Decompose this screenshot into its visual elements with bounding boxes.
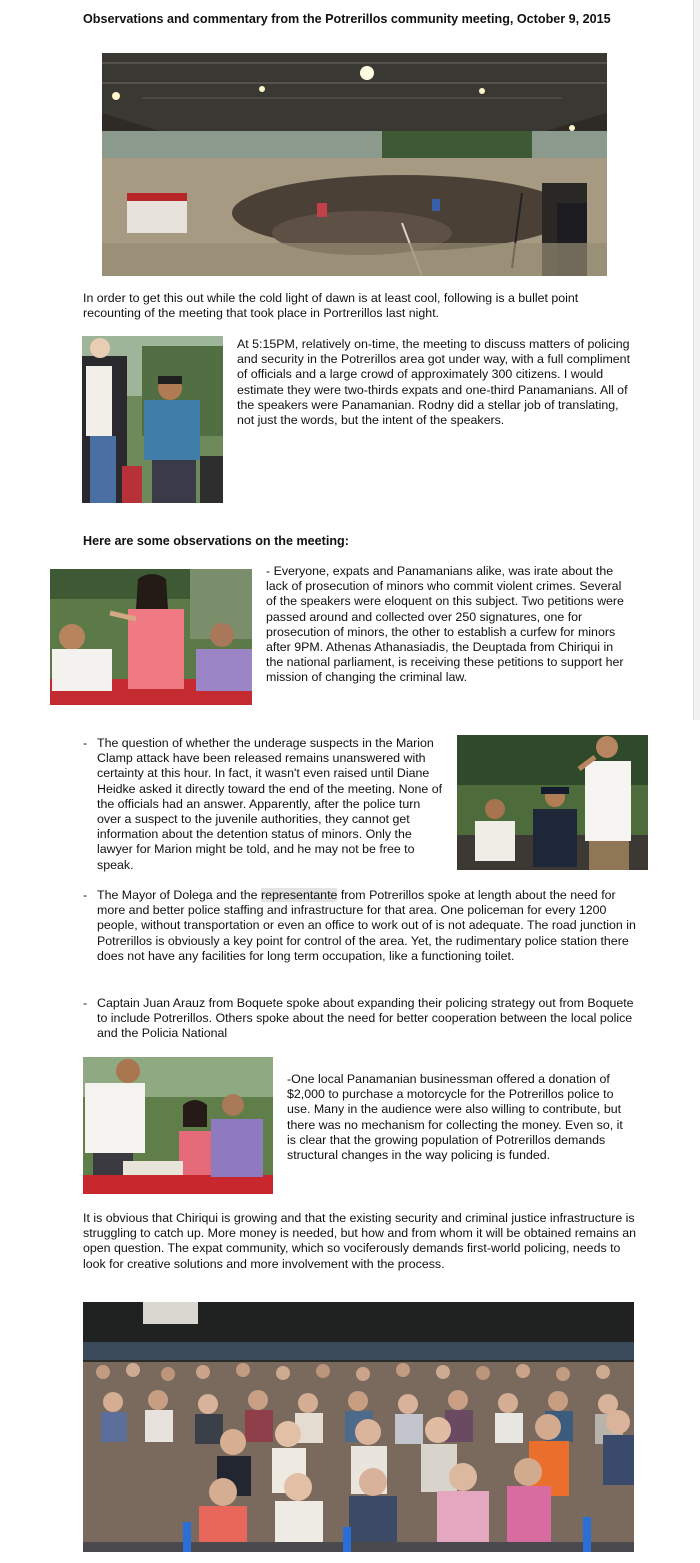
- deputy-photo: [50, 569, 252, 705]
- page-title: Observations and commentary from the Potrerillos community meeting, October 9, 2015: [83, 12, 611, 26]
- highlighted-term: representante: [260, 888, 338, 902]
- scrollbar[interactable]: [693, 0, 700, 720]
- officials-photo: [457, 735, 648, 870]
- panorama-photo: [102, 53, 607, 276]
- conclusion-paragraph: It is obvious that Chiriqui is growing and that the existing security and criminal justice infrastructure is struggling to catch up. More money is needed, but how and from whom it will be obtained remains an open question. The expat community, which so vociferously demands first-world policing, needs to look for creative solutions and more involvement with the process.: [83, 1211, 637, 1271]
- speakers-photo: [82, 336, 223, 503]
- bullet-dash: -: [83, 996, 88, 1010]
- intro-paragraph: In order to get this out while the cold light of dawn is at least cool, following is a bullet point recounting of the meeting that took place in Portrerillos last night.: [83, 291, 579, 321]
- bullet-dash: -: [83, 736, 88, 750]
- bullet-text: [97, 888, 643, 964]
- bullet-text: Captain Juan Arauz from Boquete spoke about expanding their policing strategy out from Boquete to include Potrerillos. Others spoke about the need for better cooperation between the local police and the Policia National: [97, 996, 634, 1041]
- observations-heading: Here are some observations on the meeting:: [83, 534, 349, 548]
- observation-1: - Everyone, expats and Panamanians alike, was irate about the lack of prosecution of minors who commit violent crimes. Several of the speakers were eloquent on this subject. Two petitions were passed around and collected over 250 signatures, one for prosecution of minors, the other to establish a curfew for minors after 9PM. Athenas Athanasiadis, the Deuptada from Chiriqui in the national parliament, is receiving these petitions to support her mission of changing the criminal law.: [266, 564, 624, 685]
- bullet-text: The question of whether the underage suspects in the Marion Clamp attack have been released remains unanswered with certainty at this hour. In fact, it wasn't even raised until Diane Heidke asked it directly toward the end of the meeting. None of the officials had an answer. Apparently, after the police turn over a suspect to the juvenile authorities, they cannot get information about the detention status of minors. Only the lawyer for Marion might be told, and he may not be free to speak.: [97, 736, 443, 872]
- crowd-photo: [83, 1302, 634, 1552]
- donation-paragraph: -One local Panamanian businessman offered a donation of $2,000 to purchase a motorcycle for the Potrerillos police to use. Many in the audience were also willing to contribute, but there was no mechanism for collecting the money. Even so, it is clear that the growing population of Potrerillos demands structural changes in the way policing is funded.: [287, 1072, 623, 1163]
- bullet-text-start: The Mayor of Dolega and the: [97, 888, 261, 902]
- businessman-photo: [83, 1057, 273, 1194]
- bullet-text-end: from Potrerillos spoke at length about the need for more and better police staffing and infrastructure for that area. One policeman for every 1200 people, without transportation or even an office to work out of is not adequate. The road junction in Potrerillos is obviously a key point for control of the area. Yet, the rudimentary police station there does not have any facilities for long term occupation, like a functioning toilet.: [97, 888, 636, 963]
- opening-paragraph: At 5:15PM, relatively on-time, the meeting to discuss matters of policing and security in the Potrerillos area got under way, with a full compliment of officials and a large crowd of approximately 300 citizens. I would estimate they were two-thirds expats and one-third Panamanians. All of the speakers were Panamanian. Rodny did a stellar job of translating, not just the words, but the intent of the speakers.: [237, 337, 631, 428]
- bullet-dash: -: [83, 888, 88, 902]
